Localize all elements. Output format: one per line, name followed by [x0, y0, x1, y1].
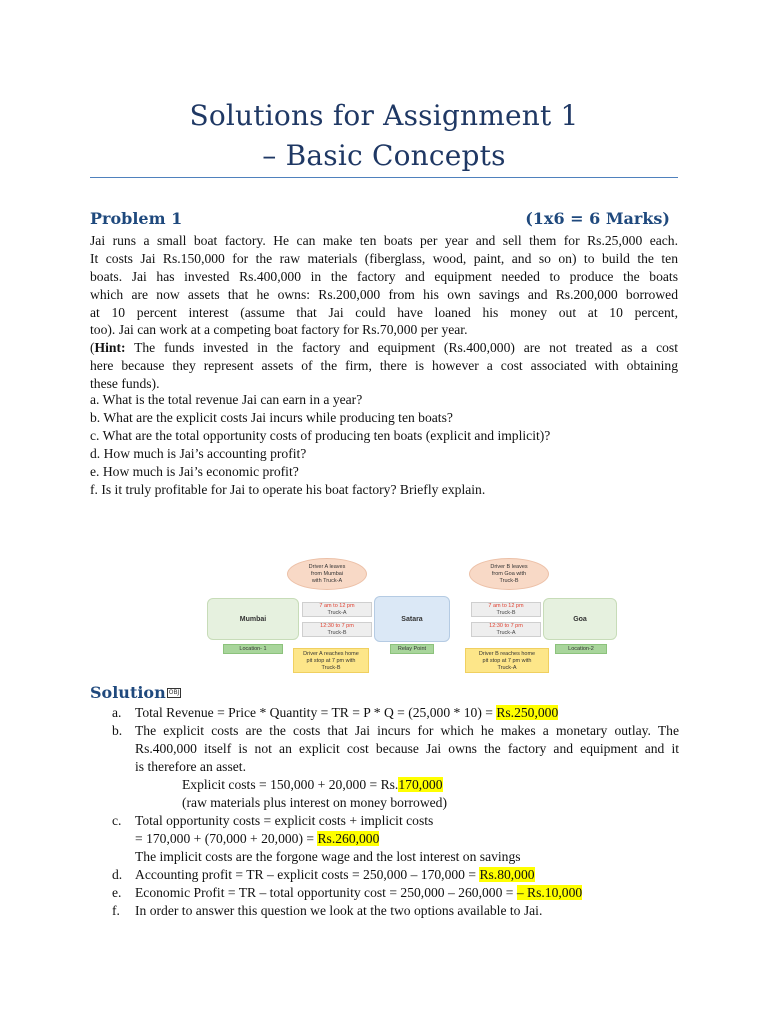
- city-goa: Goa: [543, 598, 617, 640]
- document-title-line-1: Solutions for Assignment 1: [189, 99, 579, 132]
- driver-a-bubble: [287, 558, 367, 590]
- bubble-text: from Mumbai: [310, 571, 344, 577]
- question-e: e. How much is Jai’s economic profit?: [90, 464, 299, 479]
- note-text: Driver A reaches home: [303, 651, 359, 657]
- solution-e: [135, 884, 582, 902]
- arrow-satara-goa-top: [471, 602, 541, 617]
- solution-a: [135, 704, 558, 722]
- bubble-text: with Truck-A: [311, 578, 343, 584]
- relay-point-label: Relay Point: [390, 644, 434, 654]
- object-placeholder-icon: OBJ: [168, 689, 180, 696]
- question-f: f. Is it truly profitable for Jai to operate his boat factory? Briefly explain.: [90, 482, 486, 497]
- problem-body: [90, 232, 678, 339]
- solution-c-calc: = 170,000 + (70,000 + 20,000) =: [135, 831, 318, 846]
- problem-body-line: boats. Jai has invested Rs.400,000 in the factory and equipment needed to produce the boats: [90, 268, 678, 284]
- question-d: d. How much is Jai’s accounting profit?: [90, 446, 307, 461]
- note-text: Driver B reaches home: [478, 651, 536, 657]
- problem-body-line: at 10 percent interest (assume that Jai could have loaned his money out at 10 percent,: [90, 304, 678, 320]
- arrow-mumbai-satara-top: [302, 602, 372, 617]
- solution-e-text: Economic Profit = TR – total opportunity cost = 250,000 – 260,000 =: [135, 885, 517, 900]
- solution-b-line: The explicit costs are the costs that Jai incurs for which he makes a monetary outlay. The: [135, 723, 679, 738]
- solution-b-line: Rs.400,000 itself is not an explicit cost because Jai owns the factory and equipment and it: [135, 741, 679, 756]
- location-1-label: Location- 1: [223, 644, 283, 654]
- problem-body-line: It costs Jai Rs.150,000 for the raw materials (fiberglass, wood, paint, and so on) to build the ten: [90, 250, 678, 266]
- hint-line: these funds).: [90, 375, 160, 391]
- arrow-time: 12:30 to 7 pm: [489, 623, 523, 629]
- arrow-time: 12:30 to 7 pm: [320, 623, 354, 629]
- hint-label: Hint:: [94, 340, 126, 355]
- document-title-line-2: – Basic Concepts: [262, 139, 506, 172]
- arrow-truck: Truck-A: [496, 629, 516, 636]
- problem-title: Problem 1: [90, 209, 183, 228]
- problem-hint: [90, 339, 678, 393]
- problem-body-line: Jai runs a small boat factory. He can make ten boats per year and sell them for Rs.25,000 each.: [90, 233, 678, 248]
- solution-b-line: is therefore an asset.: [135, 759, 246, 774]
- hint-line: here because they represent assets of the firm, there is however a cost associated with obtaining: [90, 357, 678, 373]
- solution-f-marker: f.: [112, 903, 120, 918]
- hint-line: (Hint: The funds invested in the factory and equipment (Rs.400,000) are not treated as a cost: [90, 340, 678, 355]
- bubble-text: Truck-B: [499, 578, 519, 584]
- problem-heading: [90, 209, 670, 231]
- driver-b-note: [465, 648, 549, 673]
- driver-b-bubble: [469, 558, 549, 590]
- solution-b-note: (raw materials plus interest on money borrowed): [182, 795, 447, 810]
- title-divider: [90, 177, 678, 178]
- solution-c-answer: Rs.260,000: [317, 831, 380, 846]
- solution-e-answer: – Rs.10,000: [516, 885, 583, 900]
- hint-text: The funds invested in the factory and equipment (Rs.400,000) are not treated as a cost: [134, 340, 678, 355]
- driver-a-note: [293, 648, 369, 673]
- solution-c-line-2: [135, 830, 379, 848]
- location-2-label: Location-2: [555, 644, 607, 654]
- bubble-text: Driver A leaves: [308, 564, 346, 570]
- solution-a-answer: Rs.250,000: [496, 705, 559, 720]
- note-text: Truck-B: [321, 665, 341, 671]
- problem-marks: (1x6 = 6 Marks): [525, 209, 670, 228]
- solution-heading: [90, 683, 181, 702]
- arrow-mumbai-satara-bottom: [302, 622, 372, 637]
- question-b: b. What are the explicit costs Jai incurs while producing ten boats?: [90, 410, 453, 425]
- solution-b-answer: 170,000: [398, 777, 443, 792]
- solution-e-marker: e.: [112, 885, 122, 900]
- question-a: a. What is the total revenue Jai can earn in a year?: [90, 392, 363, 407]
- solution-b-marker: b.: [112, 723, 123, 738]
- solution-b: [135, 722, 679, 776]
- problem-body-line: too). Jai can work at a competing boat factory for Rs.70,000 per year.: [90, 322, 468, 338]
- arrow-time: 7 am to 12 pm: [319, 603, 355, 609]
- arrow-satara-goa-bottom: [471, 622, 541, 637]
- arrow-truck: Truck-B: [327, 629, 347, 636]
- solution-a-text: Total Revenue = Price * Quantity = TR = P * Q = (25,000 * 10) =: [135, 705, 497, 720]
- note-text: Truck-A: [497, 665, 517, 671]
- solution-d-marker: d.: [112, 867, 123, 882]
- solution-c-marker: c.: [112, 813, 122, 828]
- bubble-text: Driver B leaves: [490, 564, 528, 570]
- arrow-truck: Truck-A: [327, 609, 347, 616]
- solution-b-calc-text: Explicit costs = 150,000 + 20,000 = Rs.: [182, 777, 399, 792]
- note-text: pit stop at 7 pm with: [306, 658, 356, 664]
- question-c: c. What are the total opportunity costs of producing ten boats (explicit and implicit)?: [90, 428, 551, 443]
- arrow-time: 7 am to 12 pm: [488, 603, 524, 609]
- relay-diagram: [207, 558, 617, 673]
- city-mumbai: Mumbai: [207, 598, 299, 640]
- solution-c-line-3: The implicit costs are the forgone wage and the lost interest on savings: [135, 849, 521, 864]
- arrow-truck: Truck-B: [496, 609, 516, 616]
- solution-a-marker: a.: [112, 705, 122, 720]
- hub-satara: Satara: [374, 596, 450, 642]
- solution-c-line-1: Total opportunity costs = explicit costs + implicit costs: [135, 813, 434, 828]
- problem-body-line: which are now assets that he owns: Rs.200,000 from his own savings and Rs.200,000 borrowed: [90, 286, 678, 302]
- solution-b-calc: [182, 776, 443, 794]
- solution-d-text: Accounting profit = TR – explicit costs = 250,000 – 170,000 =: [135, 867, 480, 882]
- solution-d-answer: Rs.80,000: [479, 867, 535, 882]
- solution-d: [135, 866, 535, 884]
- note-text: pit stop at 7 pm with: [482, 658, 532, 664]
- bubble-text: from Goa with: [491, 571, 527, 577]
- solution-f: In order to answer this question we look at the two options available to Jai.: [135, 903, 543, 918]
- solution-title: Solution: [90, 683, 166, 702]
